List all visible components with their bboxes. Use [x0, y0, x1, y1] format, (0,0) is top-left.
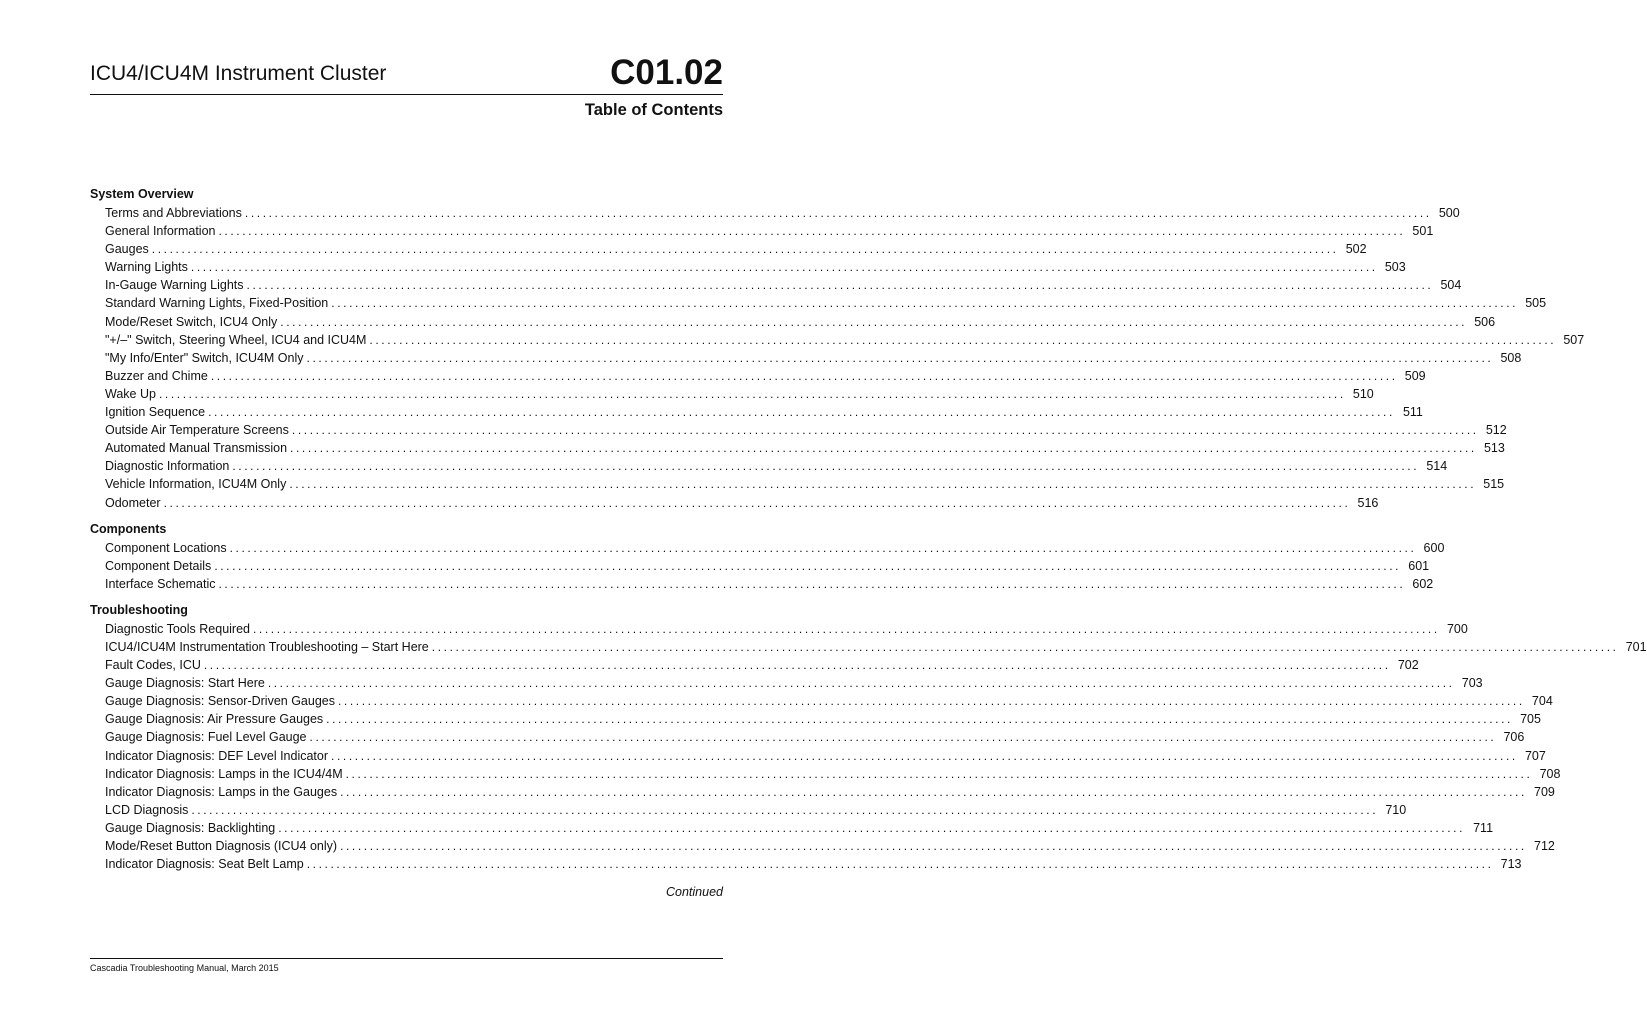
toc-entry[interactable]: [90, 403, 1423, 421]
toc-entry-page-number: 712: [1534, 839, 1555, 853]
toc-entry-page-number: 705: [1520, 712, 1541, 727]
toc-entry[interactable]: [90, 837, 1555, 855]
dot-leader: ........................................................................................................................................................................................................: [190, 260, 1378, 275]
toc-entry-label: Indicator Diagnosis: Lamps in the ICU4/4M: [105, 766, 343, 781]
footer-text: Cascadia Troubleshooting Manual, March 2015: [90, 963, 279, 973]
toc-entry[interactable]: [90, 728, 1525, 746]
toc-entry-label: Diagnostic Tools Required: [105, 621, 250, 636]
toc-entry-label: "My Info/Enter" Switch, ICU4M Only: [105, 350, 304, 365]
toc-entry-label: Vehicle Information, ICU4M Only: [105, 477, 287, 492]
toc-entry-label: Fault Codes, ICU: [105, 658, 201, 673]
dot-leader: ........................................................................................................................................................................................................: [326, 712, 1513, 727]
dot-leader: ........................................................................................................................................................................................................: [345, 766, 1533, 781]
toc-entry[interactable]: [90, 439, 1505, 457]
toc-entry-page-number: 708: [1539, 766, 1561, 781]
toc-entry-label: Ignition Sequence: [105, 405, 206, 420]
toc-entry[interactable]: [90, 539, 1445, 557]
dot-leader: ........................................................................................................................................................................................................: [191, 802, 1379, 817]
toc-entry-label: Terms and Abbreviations: [105, 206, 242, 220]
toc-entry-page-number: 703: [1461, 676, 1483, 691]
toc-entry-page-number: 516: [1357, 495, 1379, 510]
toc-entry-label: Warning Lights: [105, 260, 188, 275]
continued-label: Continued: [666, 885, 723, 899]
toc-entry[interactable]: [90, 331, 1585, 349]
toc-entry-page-number: 505: [1525, 296, 1547, 311]
dot-leader: ........................................................................................................................................................................................................: [431, 639, 1619, 654]
toc-entry[interactable]: [90, 367, 1426, 385]
section-heading: Troubleshooting: [90, 602, 188, 617]
toc-entry-page-number: 500: [1438, 206, 1460, 220]
toc-entry-label: Gauge Diagnosis: Air Pressure Gauges: [105, 712, 324, 727]
toc-entry-label: Indicator Diagnosis: DEF Level Indicator: [105, 748, 329, 763]
toc-entry[interactable]: [90, 575, 1434, 593]
toc-entry[interactable]: [90, 656, 1419, 674]
toc-entry[interactable]: [90, 276, 1462, 294]
toc-entry-page-number: 702: [1397, 658, 1419, 673]
toc-entry[interactable]: [90, 783, 1555, 801]
toc-entry-label: In-Gauge Warning Lights: [105, 278, 244, 293]
toc-entry[interactable]: [90, 494, 1379, 512]
toc-entry[interactable]: [90, 674, 1483, 692]
toc-entry[interactable]: [90, 710, 1541, 728]
dot-leader: ........................................................................................................................................................................................................: [340, 839, 1527, 853]
section-heading: System Overview: [90, 187, 194, 201]
toc-section: [90, 519, 1445, 593]
dot-leader: ........................................................................................................................................................................................................: [218, 576, 1406, 591]
dot-leader: ........................................................................................................................................................................................................: [290, 441, 1477, 456]
toc-entry-page-number: 506: [1474, 314, 1496, 329]
toc-entry-label: Diagnostic Information: [105, 459, 230, 474]
dot-leader: ........................................................................................................................................................................................................: [253, 621, 1440, 636]
toc-entry-label: Mode/Reset Button Diagnosis (ICU4 only): [105, 839, 338, 853]
toc-entry-page-number: 707: [1524, 748, 1546, 763]
section-heading: Components: [90, 521, 167, 536]
toc-entry-page-number: 504: [1440, 278, 1462, 293]
toc-entry-page-number: 700: [1446, 621, 1468, 636]
toc-entry[interactable]: [90, 222, 1434, 240]
toc-entry-label: "+/–" Switch, Steering Wheel, ICU4 and ICU4M: [105, 332, 367, 347]
table-of-contents: [90, 184, 1647, 880]
toc-section: [90, 184, 1585, 512]
toc-entry-label: Indicator Diagnosis: Lamps in the Gauges: [105, 784, 338, 799]
dot-leader: ........................................................................................................................................................................................................: [306, 857, 1494, 872]
toc-entry-label: Component Locations: [105, 540, 227, 555]
dot-leader: ........................................................................................................................................................................................................: [278, 820, 1466, 835]
toc-entry-page-number: 501: [1412, 224, 1434, 239]
toc-entry-page-number: 600: [1423, 540, 1445, 555]
dot-leader: ........................................................................................................................................................................................................: [267, 676, 1455, 691]
section-code: C01.02: [610, 53, 723, 92]
toc-entry[interactable]: [90, 240, 1367, 258]
dot-leader: ........................................................................................................................................................................................................: [163, 495, 1351, 510]
toc-entry-label: ICU4/ICU4M Instrumentation Troubleshooting – Start Here: [105, 639, 429, 654]
toc-entry-label: General Information: [105, 224, 216, 239]
toc-entry-label: Gauge Diagnosis: Sensor-Driven Gauges: [105, 694, 335, 709]
toc-entry-label: Buzzer and Chime: [105, 368, 208, 383]
dot-leader: ........................................................................................................................................................................................................: [232, 459, 1420, 474]
toc-title: Table of Contents: [584, 101, 723, 119]
dot-leader: ........................................................................................................................................................................................................: [309, 730, 1497, 745]
toc-entry[interactable]: [90, 692, 1553, 710]
toc-entry-label: Odometer: [105, 495, 161, 510]
toc-entry[interactable]: [90, 385, 1374, 403]
toc-entry-page-number: 706: [1503, 730, 1525, 745]
toc-entry-label: Gauge Diagnosis: Start Here: [105, 676, 265, 691]
toc-entry[interactable]: [90, 765, 1561, 783]
toc-entry-page-number: 514: [1426, 459, 1448, 474]
dot-leader: ........................................................................................................................................................................................................: [340, 784, 1527, 799]
toc-entry[interactable]: [90, 620, 1468, 638]
toc-entry-label: Gauges: [105, 242, 149, 257]
toc-entry-page-number: 508: [1500, 350, 1522, 365]
dot-leader: ........................................................................................................................................................................................................: [291, 423, 1479, 438]
toc-entry[interactable]: [90, 475, 1505, 493]
footer-divider: [90, 958, 723, 959]
toc-entry[interactable]: [90, 457, 1448, 475]
toc-entry-page-number: 711: [1473, 820, 1494, 835]
dot-leader: ........................................................................................................................................................................................................: [289, 477, 1477, 492]
toc-entry[interactable]: [90, 855, 1522, 873]
dot-leader: ........................................................................................................................................................................................................: [280, 314, 1468, 329]
dot-leader: ........................................................................................................................................................................................................: [151, 242, 1339, 257]
toc-entry-page-number: 601: [1408, 558, 1430, 573]
dot-leader: ........................................................................................................................................................................................................: [246, 278, 1434, 293]
toc-entry[interactable]: [90, 801, 1407, 819]
toc-entry[interactable]: [90, 819, 1494, 837]
page-title: ICU4/ICU4M Instrument Cluster: [90, 62, 387, 85]
toc-entry[interactable]: [90, 747, 1546, 765]
toc-entry[interactable]: [90, 258, 1406, 276]
dot-leader: ........................................................................................................................................................................................................: [218, 224, 1406, 239]
toc-entry-label: Automated Manual Transmission: [105, 441, 288, 456]
dot-leader: ........................................................................................................................................................................................................: [369, 332, 1557, 347]
dot-leader: ........................................................................................................................................................................................................: [244, 206, 1432, 220]
dot-leader: ........................................................................................................................................................................................................: [306, 350, 1494, 365]
toc-entry-page-number: 509: [1404, 368, 1426, 383]
toc-entry-page-number: 704: [1531, 694, 1553, 709]
toc-entry-page-number: 709: [1534, 784, 1555, 799]
dot-leader: ........................................................................................................................................................................................................: [229, 540, 1417, 555]
toc-entry[interactable]: [90, 294, 1547, 312]
toc-entry-page-number: 513: [1483, 441, 1505, 456]
toc-entry-page-number: 510: [1352, 386, 1374, 401]
dot-leader: ........................................................................................................................................................................................................: [210, 368, 1398, 383]
toc-entry-label: Wake Up: [105, 386, 156, 401]
toc-entry-page-number: 515: [1483, 477, 1505, 492]
toc-entry-page-number: 512: [1485, 423, 1507, 438]
toc-entry-page-number: 701: [1625, 639, 1647, 654]
toc-entry-label: Gauge Diagnosis: Backlighting: [105, 820, 276, 835]
toc-entry-page-number: 713: [1500, 857, 1522, 872]
toc-entry[interactable]: [90, 638, 1647, 656]
dot-leader: ........................................................................................................................................................................................................: [214, 558, 1402, 573]
toc-entry-label: LCD Diagnosis: [105, 802, 189, 817]
dot-leader: ........................................................................................................................................................................................................: [203, 658, 1391, 673]
toc-entry-label: Mode/Reset Switch, ICU4 Only: [105, 314, 278, 329]
toc-entry-page-number: 507: [1563, 332, 1585, 347]
toc-entry-page-number: 511: [1402, 405, 1423, 420]
toc-entry[interactable]: [90, 313, 1496, 331]
toc-entry-label: Standard Warning Lights, Fixed-Position: [105, 296, 329, 311]
toc-entry-label: Indicator Diagnosis: Seat Belt Lamp: [105, 857, 304, 872]
header-divider: [90, 94, 723, 95]
toc-entry-label: Outside Air Temperature Screens: [105, 423, 289, 438]
toc-section: [90, 600, 1647, 873]
dot-leader: ........................................................................................................................................................................................................: [208, 405, 1395, 420]
toc-entry[interactable]: [90, 349, 1522, 367]
toc-entry-label: Gauge Diagnosis: Fuel Level Gauge: [105, 730, 307, 745]
toc-entry-page-number: 503: [1384, 260, 1406, 275]
dot-leader: ........................................................................................................................................................................................................: [158, 386, 1346, 401]
toc-entry-label: Component Details: [105, 558, 212, 573]
dot-leader: ........................................................................................................................................................................................................: [337, 694, 1525, 709]
dot-leader: ........................................................................................................................................................................................................: [331, 296, 1519, 311]
toc-entry[interactable]: [90, 204, 1460, 222]
toc-entry-page-number: 602: [1412, 576, 1434, 591]
toc-entry-page-number: 710: [1385, 802, 1407, 817]
toc-entry[interactable]: [90, 557, 1430, 575]
toc-entry[interactable]: [90, 421, 1507, 439]
toc-entry-label: Interface Schematic: [105, 576, 216, 591]
toc-entry-page-number: 502: [1345, 242, 1367, 257]
dot-leader: ........................................................................................................................................................................................................: [331, 748, 1518, 763]
